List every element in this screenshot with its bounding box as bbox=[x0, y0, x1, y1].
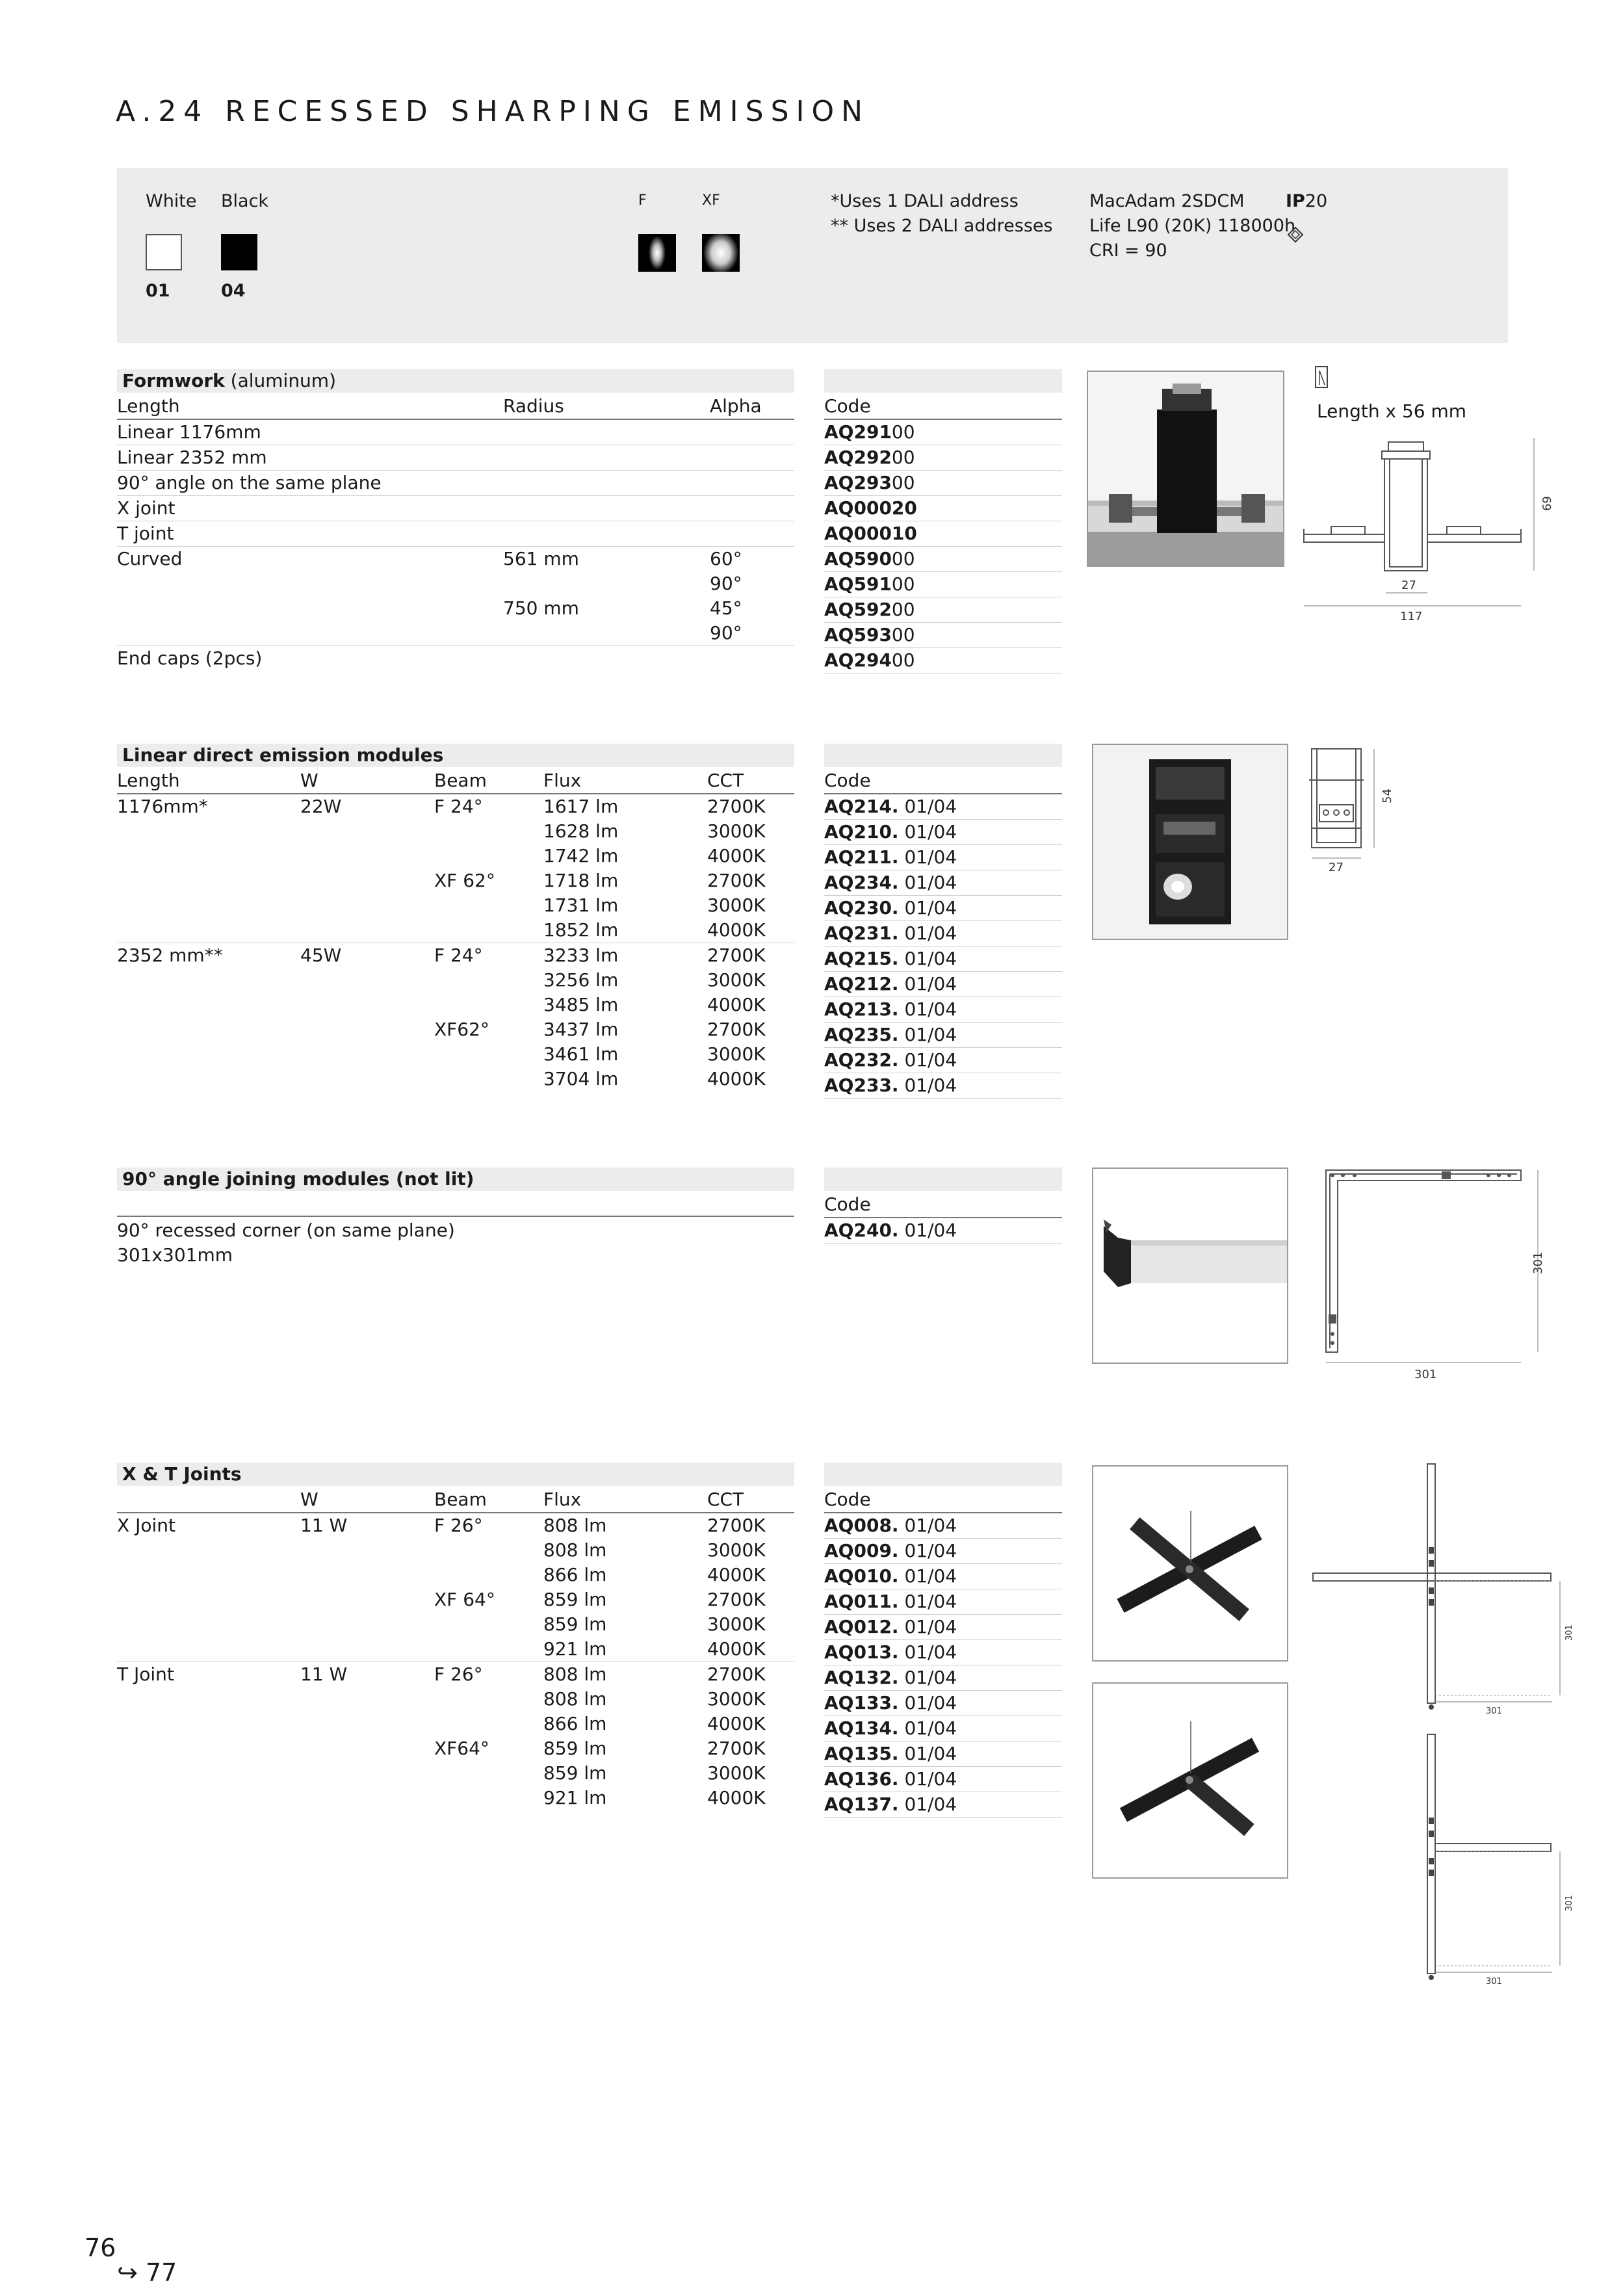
watt-cell bbox=[300, 1042, 434, 1067]
length-cell bbox=[117, 893, 300, 918]
code-cell: AQ29100 bbox=[824, 419, 1062, 445]
dali-note-1: *Uses 1 DALI address bbox=[831, 191, 1019, 211]
flux-cell: 859 lm bbox=[543, 1762, 607, 1784]
code-cell: AQ135. 01/04 bbox=[824, 1742, 1062, 1767]
angle-module-photo bbox=[1092, 1168, 1288, 1364]
length-cell: Curved bbox=[117, 547, 503, 572]
joints-code-table bbox=[824, 1487, 1062, 1818]
cct-cell: 2700K bbox=[707, 1515, 766, 1536]
alpha-cell bbox=[710, 419, 794, 445]
col-beam: Beam bbox=[434, 1487, 543, 1513]
code-cell: AQ29400 bbox=[824, 648, 1062, 673]
flux-cell: 859 lm bbox=[543, 1613, 607, 1635]
angle-code-table bbox=[824, 1192, 1062, 1244]
col-cct: CCT bbox=[707, 1487, 794, 1513]
length-cell: Linear 1176mm bbox=[117, 421, 261, 443]
white-swatch bbox=[146, 234, 182, 270]
table-row bbox=[117, 1067, 794, 1091]
table-row bbox=[117, 1612, 794, 1637]
beam-cell: XF 64° bbox=[434, 1589, 495, 1610]
linear-dim-width: 27 bbox=[1329, 861, 1344, 874]
flux-cell: 3256 lm bbox=[543, 969, 619, 991]
flux-cell: 808 lm bbox=[543, 1515, 607, 1536]
flux-cell: 866 lm bbox=[543, 1564, 607, 1585]
watt-cell bbox=[300, 868, 434, 893]
radius-cell: 561 mm bbox=[503, 547, 710, 572]
table-row bbox=[117, 868, 794, 893]
beam-cell bbox=[434, 1612, 543, 1637]
flux-cell: 3437 lm bbox=[543, 1019, 619, 1040]
table-row bbox=[117, 646, 794, 672]
beam-f-label: F bbox=[638, 192, 647, 209]
code-cell: AQ235. 01/04 bbox=[824, 1023, 1062, 1048]
profile-dim-inner: 27 bbox=[1401, 579, 1416, 592]
arrow-icon: ↪ bbox=[117, 2258, 138, 2287]
joints-table bbox=[117, 1487, 794, 1810]
watt-cell bbox=[300, 968, 434, 993]
dali-note-2: ** Uses 2 DALI addresses bbox=[831, 216, 1053, 236]
angle-desc-1: 90° recessed corner (on same plane) bbox=[117, 1220, 455, 1241]
length-cell: T joint bbox=[117, 521, 503, 547]
profile-size-label: Length x 56 mm bbox=[1317, 400, 1467, 422]
watt-cell: 11 W bbox=[300, 1515, 348, 1536]
watt-cell bbox=[300, 1712, 434, 1736]
type-cell bbox=[117, 1637, 300, 1662]
code-cell: AQ013. 01/04 bbox=[824, 1640, 1062, 1665]
cct-cell: 3000K bbox=[707, 1762, 766, 1784]
table-row bbox=[117, 1042, 794, 1067]
profile-dim-height: 69 bbox=[1540, 496, 1554, 511]
cct-cell: 4000K bbox=[707, 1638, 766, 1660]
formwork-code-header-bar bbox=[824, 369, 1062, 393]
type-cell bbox=[117, 1712, 300, 1736]
angle-header: 90° angle joining modules (not lit) bbox=[117, 1168, 794, 1191]
code-cell: AQ012. 01/04 bbox=[824, 1615, 1062, 1640]
formwork-code-table bbox=[824, 394, 1062, 673]
linear-header: Linear direct emission modules bbox=[117, 744, 794, 767]
code-cell: AQ211. 01/04 bbox=[824, 845, 1062, 870]
x-joint-dim-w: 301 bbox=[1486, 1706, 1502, 1716]
watt-cell bbox=[300, 1017, 434, 1042]
finish-white-label: White bbox=[146, 191, 197, 211]
beam-cell: XF 62° bbox=[434, 870, 495, 891]
col-flux: Flux bbox=[543, 768, 707, 794]
col-w: W bbox=[300, 1487, 434, 1513]
col-flux: Flux bbox=[543, 1487, 707, 1513]
table-row bbox=[117, 794, 794, 819]
flux-cell: 3704 lm bbox=[543, 1068, 619, 1089]
alpha-cell: 90° bbox=[710, 622, 742, 644]
radius-cell bbox=[503, 445, 710, 471]
table-row bbox=[117, 1563, 794, 1587]
beam-xf-icon bbox=[702, 234, 740, 272]
code-cell: AQ132. 01/04 bbox=[824, 1665, 1062, 1691]
table-row bbox=[117, 1017, 794, 1042]
code-cell: AQ59000 bbox=[824, 547, 1062, 572]
table-row bbox=[117, 1736, 794, 1761]
flux-cell: 3485 lm bbox=[543, 994, 619, 1015]
code-cell: AQ00010 bbox=[824, 521, 1062, 547]
code-cell: AQ59300 bbox=[824, 623, 1062, 648]
beam-cell bbox=[434, 844, 543, 868]
col-code: Code bbox=[824, 768, 1062, 794]
length-cell bbox=[117, 571, 503, 596]
radius-cell bbox=[503, 571, 710, 596]
radius-cell bbox=[503, 521, 710, 547]
type-cell bbox=[117, 1736, 300, 1761]
code-cell: AQ59100 bbox=[824, 572, 1062, 597]
watt-cell bbox=[300, 819, 434, 844]
type-cell bbox=[117, 1761, 300, 1786]
angle-module-drawing bbox=[1300, 1164, 1547, 1385]
flux-cell: 866 lm bbox=[543, 1713, 607, 1734]
watt-cell bbox=[300, 1786, 434, 1810]
cct-cell: 3000K bbox=[707, 1613, 766, 1635]
code-cell: AQ213. 01/04 bbox=[824, 997, 1062, 1023]
length-cell: End caps (2pcs) bbox=[117, 646, 503, 672]
macadam-label: MacAdam 2SDCM bbox=[1089, 191, 1245, 211]
beam-cell bbox=[434, 1761, 543, 1786]
col-code: Code bbox=[824, 1487, 1062, 1513]
code-cell: AQ29200 bbox=[824, 445, 1062, 471]
flux-cell: 1718 lm bbox=[543, 870, 619, 891]
cct-cell: 2700K bbox=[707, 943, 794, 969]
type-cell: T Joint bbox=[117, 1662, 300, 1688]
beam-cell bbox=[434, 1067, 543, 1091]
watt-cell bbox=[300, 993, 434, 1017]
radius-cell bbox=[503, 419, 710, 445]
table-row bbox=[117, 968, 794, 993]
length-cell bbox=[117, 918, 300, 943]
type-cell bbox=[117, 1563, 300, 1587]
beam-cell bbox=[434, 819, 543, 844]
beam-cell bbox=[434, 968, 543, 993]
beam-xf-label: XF bbox=[702, 192, 720, 209]
flux-cell: 1731 lm bbox=[543, 894, 619, 916]
flux-cell: 808 lm bbox=[543, 1662, 707, 1688]
watt-cell bbox=[300, 1538, 434, 1563]
watt-cell bbox=[300, 893, 434, 918]
angle-code-header-bar bbox=[824, 1168, 1062, 1191]
t-joint-photo bbox=[1092, 1682, 1288, 1879]
x-joint-dim-h: 301 bbox=[1565, 1624, 1574, 1641]
table-row bbox=[117, 521, 794, 547]
col-length: Length bbox=[117, 394, 503, 419]
code-cell: AQ232. 01/04 bbox=[824, 1048, 1062, 1073]
beam-cell bbox=[434, 918, 543, 943]
length-cell: 90° angle on the same plane bbox=[117, 471, 503, 496]
col-alpha: Alpha bbox=[710, 394, 794, 419]
table-row bbox=[117, 943, 794, 969]
beam-cell: F 24° bbox=[434, 943, 543, 969]
col-beam: Beam bbox=[434, 768, 543, 794]
cct-cell: 3000K bbox=[707, 894, 766, 916]
watt-cell bbox=[300, 918, 434, 943]
beam-cell: XF62° bbox=[434, 1019, 489, 1040]
cct-cell: 4000K bbox=[707, 994, 766, 1015]
alpha-cell: 45° bbox=[710, 597, 742, 619]
cct-cell: 3000K bbox=[707, 969, 766, 991]
cct-cell: 2700K bbox=[707, 796, 766, 817]
cri-label: CRI = 90 bbox=[1089, 241, 1167, 261]
formwork-header: Formwork (aluminum) bbox=[117, 369, 794, 393]
beam-cell: F 24° bbox=[434, 796, 483, 817]
dimmable-icon bbox=[1287, 226, 1304, 243]
beam-cell bbox=[434, 1538, 543, 1563]
beam-cell bbox=[434, 1042, 543, 1067]
table-row bbox=[117, 1761, 794, 1786]
finish-black-label: Black bbox=[221, 191, 269, 211]
code-cell: AQ59200 bbox=[824, 597, 1062, 623]
watt-cell bbox=[300, 1761, 434, 1786]
watt-cell bbox=[300, 1687, 434, 1712]
cct-cell: 2700K bbox=[707, 1589, 766, 1610]
flux-cell: 859 lm bbox=[543, 1589, 607, 1610]
linear-dim-height: 54 bbox=[1381, 789, 1394, 803]
code-cell: AQ210. 01/04 bbox=[824, 820, 1062, 845]
cct-cell: 4000K bbox=[707, 1713, 766, 1734]
code-cell: AQ29300 bbox=[824, 471, 1062, 496]
col-cct: CCT bbox=[707, 768, 794, 794]
table-row bbox=[117, 1786, 794, 1810]
length-cell: X joint bbox=[117, 496, 503, 521]
table-row bbox=[117, 819, 794, 844]
radius-cell bbox=[503, 621, 710, 646]
type-cell bbox=[117, 1612, 300, 1637]
table-row bbox=[117, 1662, 794, 1688]
table-row bbox=[117, 571, 794, 596]
type-cell bbox=[117, 1538, 300, 1563]
radius-cell bbox=[503, 646, 710, 672]
code-white: 01 bbox=[146, 281, 170, 301]
table-row bbox=[117, 496, 794, 521]
length-cell bbox=[117, 844, 300, 868]
code-black: 04 bbox=[221, 281, 246, 301]
flux-cell: 1628 lm bbox=[543, 820, 619, 842]
type-cell bbox=[117, 1687, 300, 1712]
flux-cell: 859 lm bbox=[543, 1738, 607, 1759]
watt-cell bbox=[300, 1587, 434, 1612]
flux-cell: 1742 lm bbox=[543, 845, 619, 867]
cct-cell: 4000K bbox=[707, 1068, 766, 1089]
table-row bbox=[117, 471, 794, 496]
length-cell: Linear 2352 mm bbox=[117, 445, 503, 471]
flux-cell: 1617 lm bbox=[543, 796, 619, 817]
table-row bbox=[117, 918, 794, 943]
beam-cell bbox=[434, 1786, 543, 1810]
code-cell: AQ212. 01/04 bbox=[824, 972, 1062, 997]
watt-cell bbox=[300, 1736, 434, 1761]
length-cell bbox=[117, 968, 300, 993]
beam-f-icon bbox=[638, 234, 676, 272]
linear-table bbox=[117, 768, 794, 1091]
page-title: A.24 RECESSED SHARPING EMISSION bbox=[116, 95, 870, 128]
code-cell: AQ011. 01/04 bbox=[824, 1589, 1062, 1615]
alpha-cell bbox=[710, 445, 794, 471]
cct-cell: 4000K bbox=[707, 1564, 766, 1585]
table-row bbox=[117, 419, 794, 445]
length-cell bbox=[117, 621, 503, 646]
linear-code-header-bar bbox=[824, 744, 1062, 767]
col-radius: Radius bbox=[503, 394, 710, 419]
table-row bbox=[117, 1538, 794, 1563]
watt-cell: 22W bbox=[300, 796, 342, 817]
length-cell: 2352 mm** bbox=[117, 943, 300, 969]
length-cell bbox=[117, 819, 300, 844]
cct-cell: 2700K bbox=[707, 870, 766, 891]
beam-cell bbox=[434, 1712, 543, 1736]
formwork-table bbox=[117, 394, 794, 671]
code-cell: AQ240. 01/04 bbox=[824, 1218, 1062, 1244]
angle-desc-2: 301x301mm bbox=[117, 1244, 233, 1266]
beam-cell bbox=[434, 893, 543, 918]
code-cell: AQ234. 01/04 bbox=[824, 870, 1062, 896]
code-cell: AQ137. 01/04 bbox=[824, 1792, 1062, 1818]
beam-cell bbox=[434, 1563, 543, 1587]
cct-cell: 3000K bbox=[707, 820, 766, 842]
alpha-cell bbox=[710, 496, 794, 521]
table-row bbox=[117, 1587, 794, 1612]
beam-cell: F 26° bbox=[434, 1662, 543, 1688]
length-cell bbox=[117, 1042, 300, 1067]
angle-divider bbox=[117, 1216, 794, 1217]
code-cell: AQ233. 01/04 bbox=[824, 1073, 1062, 1099]
table-row bbox=[117, 893, 794, 918]
code-cell: AQ230. 01/04 bbox=[824, 896, 1062, 921]
radius-cell bbox=[503, 496, 710, 521]
code-cell: AQ215. 01/04 bbox=[824, 946, 1062, 972]
angle-dim-w: 301 bbox=[1414, 1368, 1437, 1381]
code-cell: AQ231. 01/04 bbox=[824, 921, 1062, 946]
alpha-cell: 90° bbox=[710, 573, 742, 594]
beam-cell bbox=[434, 1687, 543, 1712]
type-cell: X Joint bbox=[117, 1515, 175, 1536]
joints-code-header-bar bbox=[824, 1463, 1062, 1486]
code-cell: AQ010. 01/04 bbox=[824, 1564, 1062, 1589]
length-cell bbox=[117, 1067, 300, 1091]
code-cell: AQ214. 01/04 bbox=[824, 794, 1062, 820]
next-page-number: 77 bbox=[145, 2258, 177, 2287]
flux-cell: 3233 lm bbox=[543, 943, 707, 969]
joints-header: X & T Joints bbox=[117, 1463, 794, 1486]
table-row bbox=[117, 1637, 794, 1662]
alpha-cell: 60° bbox=[710, 547, 794, 572]
length-cell bbox=[117, 1017, 300, 1042]
length-cell bbox=[117, 868, 300, 893]
flux-cell: 808 lm bbox=[543, 1539, 607, 1561]
col-code: Code bbox=[824, 394, 1062, 419]
length-cell bbox=[117, 596, 503, 621]
table-row bbox=[117, 445, 794, 471]
table-row bbox=[117, 596, 794, 621]
table-row bbox=[117, 1712, 794, 1736]
cct-cell: 3000K bbox=[707, 1688, 766, 1710]
cct-cell: 4000K bbox=[707, 919, 766, 941]
linear-module-drawing bbox=[1306, 741, 1410, 884]
profile-dim-width: 117 bbox=[1400, 610, 1423, 623]
table-row bbox=[117, 993, 794, 1017]
watt-cell bbox=[300, 1612, 434, 1637]
code-cell: AQ134. 01/04 bbox=[824, 1716, 1062, 1742]
watt-cell bbox=[300, 1563, 434, 1587]
table-row bbox=[117, 844, 794, 868]
code-cell: AQ008. 01/04 bbox=[824, 1513, 1062, 1539]
next-page-link[interactable] bbox=[117, 2258, 177, 2287]
beam-cell: XF64° bbox=[434, 1738, 489, 1759]
table-row bbox=[117, 1687, 794, 1712]
flux-cell: 1852 lm bbox=[543, 919, 619, 941]
table-row bbox=[117, 547, 794, 572]
table-row bbox=[117, 621, 794, 646]
col-length: Length bbox=[117, 768, 300, 794]
life-label: Life L90 (20K) 118000h bbox=[1089, 216, 1296, 236]
flux-cell: 3461 lm bbox=[543, 1043, 619, 1065]
x-joint-drawing bbox=[1310, 1463, 1583, 1723]
code-cell: AQ00020 bbox=[824, 496, 1062, 521]
col-type bbox=[117, 1487, 300, 1513]
type-cell bbox=[117, 1786, 300, 1810]
page-number: 76 bbox=[84, 2234, 116, 2262]
alpha-cell bbox=[710, 646, 794, 672]
angle-dim-h: 301 bbox=[1531, 1251, 1545, 1274]
ip-rating: IP20 bbox=[1286, 191, 1328, 211]
col-w: W bbox=[300, 768, 434, 794]
cct-cell: 2700K bbox=[707, 1019, 766, 1040]
radius-cell: 750 mm bbox=[503, 597, 579, 619]
linear-code-table bbox=[824, 768, 1062, 1099]
beam-cell bbox=[434, 1637, 543, 1662]
radius-cell bbox=[503, 471, 710, 496]
type-cell bbox=[117, 1587, 300, 1612]
cct-cell: 3000K bbox=[707, 1539, 766, 1561]
t-joint-dim-w: 301 bbox=[1486, 1977, 1502, 1987]
watt-cell bbox=[300, 1067, 434, 1091]
length-cell: 1176mm* bbox=[117, 796, 208, 817]
watt-cell: 11 W bbox=[300, 1662, 434, 1688]
beam-cell: F 26° bbox=[434, 1515, 483, 1536]
beam-cell bbox=[434, 993, 543, 1017]
alpha-cell bbox=[710, 521, 794, 547]
t-joint-drawing bbox=[1310, 1733, 1583, 1993]
flux-cell: 921 lm bbox=[543, 1787, 607, 1808]
formwork-profile-drawing bbox=[1300, 361, 1554, 628]
cct-cell: 4000K bbox=[707, 845, 766, 867]
flux-cell: 921 lm bbox=[543, 1638, 607, 1660]
code-cell: AQ009. 01/04 bbox=[824, 1539, 1062, 1564]
length-cell bbox=[117, 993, 300, 1017]
linear-module-photo bbox=[1092, 744, 1288, 940]
watt-cell: 45W bbox=[300, 943, 434, 969]
watt-cell bbox=[300, 1637, 434, 1662]
flux-cell: 808 lm bbox=[543, 1688, 607, 1710]
code-cell: AQ136. 01/04 bbox=[824, 1767, 1062, 1792]
code-cell: AQ133. 01/04 bbox=[824, 1691, 1062, 1716]
watt-cell bbox=[300, 844, 434, 868]
cct-cell: 2700K bbox=[707, 1738, 766, 1759]
alpha-cell bbox=[710, 471, 794, 496]
cct-cell: 2700K bbox=[707, 1662, 794, 1688]
table-row bbox=[117, 1513, 794, 1538]
black-swatch bbox=[221, 234, 257, 270]
t-joint-dim-h: 301 bbox=[1565, 1895, 1574, 1911]
col-code: Code bbox=[824, 1192, 1062, 1218]
x-joint-photo bbox=[1092, 1465, 1288, 1662]
cct-cell: 3000K bbox=[707, 1043, 766, 1065]
formwork-photo bbox=[1087, 371, 1284, 567]
cct-cell: 4000K bbox=[707, 1787, 766, 1808]
